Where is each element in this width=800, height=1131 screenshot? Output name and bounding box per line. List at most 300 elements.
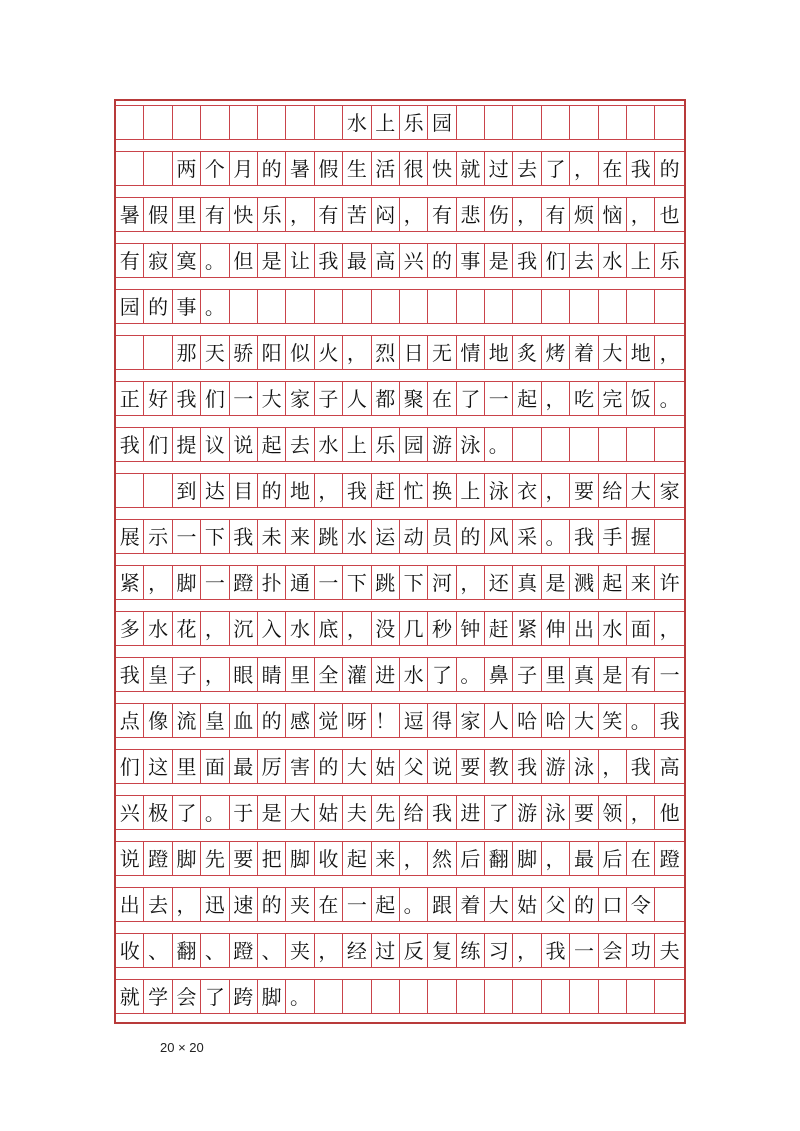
grid-cell: 换: [428, 474, 456, 507]
grid-cell: 运: [372, 520, 400, 553]
grid-cell: [116, 474, 144, 507]
grid-cell: 出: [116, 888, 144, 921]
grid-cell: [457, 106, 485, 139]
grid-cell: 钟: [457, 612, 485, 645]
grid-cell: 烈: [372, 336, 400, 369]
grid-cell: 员: [428, 520, 456, 553]
grid-cell: 令: [627, 888, 655, 921]
grid-cell: [457, 290, 485, 323]
grid-size-label: 20 × 20: [160, 1040, 204, 1055]
grid-cell: 一: [570, 934, 598, 967]
grid-cell: 两: [173, 152, 201, 185]
grid-cell: 去: [513, 152, 541, 185]
grid-cell: 我: [315, 244, 343, 277]
grid-cell: [173, 106, 201, 139]
grid-cell: 子: [173, 658, 201, 691]
grid-cell: 大: [343, 750, 371, 783]
grid-cell: [655, 520, 683, 553]
grid-cell: 活: [372, 152, 400, 185]
grid-cell: 。: [627, 704, 655, 737]
grid-cell: 。: [286, 980, 314, 1013]
grid-cell: [655, 980, 683, 1013]
grid-cell: 反: [400, 934, 428, 967]
grid-cell: 地: [286, 474, 314, 507]
grid-cell: [485, 980, 513, 1013]
grid-cell: 姑: [372, 750, 400, 783]
grid-cell: 脚: [513, 842, 541, 875]
grid-cell: 人: [343, 382, 371, 415]
grid-cell: 收: [315, 842, 343, 875]
grid-cell: 。: [201, 290, 229, 323]
grid-cell: 议: [201, 428, 229, 461]
grid-cell: 过: [372, 934, 400, 967]
grid-cell: 呀: [343, 704, 371, 737]
grid-cell: 要: [457, 750, 485, 783]
grid-cell: 学: [144, 980, 172, 1013]
grid-cell: 的: [258, 888, 286, 921]
grid-cell: 收: [116, 934, 144, 967]
grid-cell: 功: [627, 934, 655, 967]
grid-cell: 大: [599, 336, 627, 369]
grid-cell: 的: [570, 888, 598, 921]
grid-cell: 姑: [513, 888, 541, 921]
grid-cell: 我: [343, 474, 371, 507]
grid-cell: ，: [315, 934, 343, 967]
grid-cell: 一: [315, 566, 343, 599]
grid-cell: 到: [173, 474, 201, 507]
grid-cell: 我: [627, 152, 655, 185]
grid-cell: 炙: [513, 336, 541, 369]
text-row: [116, 427, 684, 462]
grid-cell: 了: [428, 658, 456, 691]
grid-cell: 水: [599, 244, 627, 277]
grid-cell: 着: [570, 336, 598, 369]
grid-cell: 没: [372, 612, 400, 645]
grid-cell: ，: [513, 198, 541, 231]
grid-cell: 快: [230, 198, 258, 231]
grid-cell: 起: [343, 842, 371, 875]
grid-cell: 我: [513, 244, 541, 277]
grid-cell: 领: [599, 796, 627, 829]
grid-cell: 似: [286, 336, 314, 369]
grid-cell: 大: [627, 474, 655, 507]
grid-cell: 兴: [400, 244, 428, 277]
grid-cell: 地: [627, 336, 655, 369]
grid-cell: 说: [116, 842, 144, 875]
grid-cell: 有: [315, 198, 343, 231]
grid-cell: 闷: [372, 198, 400, 231]
grid-cell: [513, 980, 541, 1013]
grid-cell: [655, 888, 683, 921]
grid-cell: 蹬: [230, 934, 258, 967]
grid-cell: 口: [599, 888, 627, 921]
grid-cell: [570, 106, 598, 139]
grid-cell: [343, 290, 371, 323]
grid-cell: 、: [258, 934, 286, 967]
grid-cell: 底: [315, 612, 343, 645]
grid-cell: 我: [173, 382, 201, 415]
grid-cell: 这: [144, 750, 172, 783]
grid-cell: 家: [659, 478, 680, 503]
grid-cell: 、: [144, 934, 172, 967]
grid-cell: 。: [201, 244, 229, 277]
grid-cell: 在: [599, 152, 627, 185]
grid-cell: 赶: [485, 612, 513, 645]
grid-cell: [513, 290, 541, 323]
grid-cell: 最: [230, 750, 258, 783]
grid-cell: 很: [400, 152, 428, 185]
grid-cell: ，: [343, 612, 371, 645]
grid-cell: 采: [513, 520, 541, 553]
grid-cell: 的: [659, 156, 680, 181]
grid-cell: 哈: [542, 704, 570, 737]
grid-cell: 会: [173, 980, 201, 1013]
grid-cell: 们: [144, 428, 172, 461]
grid-cell: 乐: [372, 428, 400, 461]
grid-cell: 起: [258, 428, 286, 461]
grid-cell: 乐: [258, 198, 286, 231]
grid-cell: 泳: [570, 750, 598, 783]
grid-cell: 脚: [286, 842, 314, 875]
grid-cell: 就: [457, 152, 485, 185]
text-row: [116, 243, 684, 278]
grid-cell: [655, 106, 683, 139]
grid-cell: 像: [144, 704, 172, 737]
grid-cell: 给: [400, 796, 428, 829]
grid-cell: [400, 290, 428, 323]
grid-cell: ，: [542, 382, 570, 415]
grid-cell: 人: [485, 704, 513, 737]
grid-cell: 翻: [173, 934, 201, 967]
grid-cell: 游: [542, 750, 570, 783]
grid-cell: 感: [286, 704, 314, 737]
grid-cell: 一: [485, 382, 513, 415]
grid-cell: 恼: [599, 198, 627, 231]
grid-cell: [570, 290, 598, 323]
grid-cell: 也: [659, 202, 680, 227]
grid-cell: 风: [485, 520, 513, 553]
grid-cell: 们: [116, 750, 144, 783]
text-row: [116, 795, 684, 830]
grid-cell: 哈: [513, 704, 541, 737]
grid-cell: 有: [627, 658, 655, 691]
grid-cell: 赶: [372, 474, 400, 507]
grid-cell: 来: [372, 842, 400, 875]
grid-cell: 要: [570, 796, 598, 829]
grid-cell: 是: [485, 244, 513, 277]
grid-cell: 父: [542, 888, 570, 921]
grid-cell: 水: [343, 106, 371, 139]
grid-cell: 要: [570, 474, 598, 507]
grid-cell: 血: [230, 704, 258, 737]
grid-cell: 。: [659, 386, 680, 411]
grid-cell: 厉: [258, 750, 286, 783]
grid-cell: 园: [428, 106, 456, 139]
grid-cell: 习: [485, 934, 513, 967]
grid-cell: 下: [343, 566, 371, 599]
grid-cell: 在: [428, 382, 456, 415]
grid-cell: [599, 980, 627, 1013]
grid-cell: ，: [599, 750, 627, 783]
grid-cell: 游: [513, 796, 541, 829]
grid-cell: 了: [173, 796, 201, 829]
grid-cell: 里: [173, 750, 201, 783]
grid-cell: 极: [144, 796, 172, 829]
grid-cell: 进: [372, 658, 400, 691]
grid-cell: 出: [570, 612, 598, 645]
grid-cell: 情: [457, 336, 485, 369]
text-row: [116, 519, 684, 554]
grid-cell: 下: [400, 566, 428, 599]
grid-cell: 里: [542, 658, 570, 691]
grid-cell: [655, 290, 683, 323]
grid-cell: 、: [201, 934, 229, 967]
grid-cell: 紧: [513, 612, 541, 645]
grid-cell: 都: [372, 382, 400, 415]
grid-cell: [400, 980, 428, 1013]
grid-cell: 翻: [485, 842, 513, 875]
grid-cell: 得: [428, 704, 456, 737]
grid-cell: 完: [599, 382, 627, 415]
grid-cell: 是: [258, 244, 286, 277]
grid-cell: 父: [400, 750, 428, 783]
grid-cell: 子: [315, 382, 343, 415]
grid-cell: 了: [457, 382, 485, 415]
grid-cell: 园: [400, 428, 428, 461]
grid-cell: 但: [230, 244, 258, 277]
grid-cell: 说: [230, 428, 258, 461]
grid-cell: 起: [599, 566, 627, 599]
grid-cell: ，: [513, 934, 541, 967]
grid-cell: [258, 290, 286, 323]
grid-cell: 他: [659, 800, 680, 825]
grid-cell: 给: [599, 474, 627, 507]
grid-cell: 觉: [315, 704, 343, 737]
grid-cell: [513, 106, 541, 139]
grid-cell: [542, 980, 570, 1013]
grid-cell: 后: [599, 842, 627, 875]
title-row: [116, 105, 684, 140]
grid-cell: 地: [485, 336, 513, 369]
grid-cell: 我: [659, 708, 680, 733]
grid-cell: 园: [116, 290, 144, 323]
grid-cell: ，: [659, 616, 680, 641]
grid-cell: 通: [286, 566, 314, 599]
grid-cell: 最: [570, 842, 598, 875]
grid-cell: 来: [286, 520, 314, 553]
grid-cell: 悲: [457, 198, 485, 231]
grid-cell: 聚: [400, 382, 428, 415]
grid-cell: 要: [230, 842, 258, 875]
grid-cell: 的: [144, 290, 172, 323]
grid-cell: [428, 290, 456, 323]
text-row: [116, 473, 684, 508]
grid-cell: 了: [201, 980, 229, 1013]
grid-cell: 高: [372, 244, 400, 277]
grid-cell: 扑: [258, 566, 286, 599]
grid-cell: [570, 980, 598, 1013]
grid-cell: 脚: [258, 980, 286, 1013]
grid-cell: 蹬: [659, 846, 680, 871]
grid-cell: 水: [400, 658, 428, 691]
grid-cell: 在: [315, 888, 343, 921]
grid-cell: 上: [343, 428, 371, 461]
grid-cell: 达: [201, 474, 229, 507]
grid-cell: 然: [428, 842, 456, 875]
grid-cell: 姑: [315, 796, 343, 829]
grid-cell: 夹: [286, 888, 314, 921]
grid-cell: 入: [258, 612, 286, 645]
grid-cell: [116, 336, 144, 369]
grid-cell: 水: [343, 520, 371, 553]
grid-cell: 衣: [513, 474, 541, 507]
grid-cell: 蹬: [144, 842, 172, 875]
grid-cell: 伸: [542, 612, 570, 645]
grid-cell: 暑: [286, 152, 314, 185]
grid-cell: [315, 290, 343, 323]
grid-cell: 就: [116, 980, 144, 1013]
grid-cell: 许: [659, 570, 680, 595]
text-row: [116, 703, 684, 738]
grid-cell: 经: [343, 934, 371, 967]
grid-cell: 眼: [230, 658, 258, 691]
grid-cell: [258, 106, 286, 139]
grid-cell: 会: [599, 934, 627, 967]
text-row: [116, 197, 684, 232]
grid-cell: [144, 336, 172, 369]
grid-cell: [144, 474, 172, 507]
text-row: [116, 381, 684, 416]
grid-cell: 水: [144, 612, 172, 645]
grid-cell: 是: [542, 566, 570, 599]
text-row: [116, 657, 684, 692]
grid-cell: [570, 428, 598, 461]
grid-cell: 溅: [570, 566, 598, 599]
grid-cell: 泳: [457, 428, 485, 461]
grid-cell: 上: [457, 474, 485, 507]
grid-cell: [513, 428, 541, 461]
grid-cell: 我: [116, 428, 144, 461]
grid-cell: [315, 980, 343, 1013]
grid-cell: 阳: [258, 336, 286, 369]
grid-cell: 跳: [315, 520, 343, 553]
grid-cell: 面: [627, 612, 655, 645]
grid-cell: 让: [286, 244, 314, 277]
grid-cell: [230, 290, 258, 323]
grid-cell: ，: [201, 658, 229, 691]
grid-cell: 上: [627, 244, 655, 277]
grid-cell: ，: [542, 842, 570, 875]
grid-cell: [144, 106, 172, 139]
grid-cell: 水: [286, 612, 314, 645]
grid-cell: 伤: [485, 198, 513, 231]
grid-cell: [627, 980, 655, 1013]
grid-cell: [201, 106, 229, 139]
grid-cell: 夫: [659, 938, 680, 963]
grid-cell: 紧: [116, 566, 144, 599]
grid-cell: ，: [570, 152, 598, 185]
grid-cell: 。: [400, 888, 428, 921]
grid-cell: [542, 428, 570, 461]
grid-cell: 着: [457, 888, 485, 921]
grid-cell: 点: [116, 704, 144, 737]
grid-cell: 未: [258, 520, 286, 553]
grid-cell: 水: [315, 428, 343, 461]
grid-cell: 过: [485, 152, 513, 185]
grid-cell: 游: [428, 428, 456, 461]
grid-cell: 下: [201, 520, 229, 553]
grid-cell: 了: [542, 152, 570, 185]
grid-cell: ，: [627, 796, 655, 829]
grid-cell: [627, 428, 655, 461]
grid-cell: [485, 106, 513, 139]
grid-cell: 大: [286, 796, 314, 829]
grid-cell: 的: [457, 520, 485, 553]
grid-cell: 真: [570, 658, 598, 691]
grid-cell: 泳: [485, 474, 513, 507]
grid-cell: 有: [116, 244, 144, 277]
grid-cell: 在: [627, 842, 655, 875]
grid-cell: 火: [315, 336, 343, 369]
grid-cell: 正: [116, 382, 144, 415]
grid-cell: 月: [230, 152, 258, 185]
grid-cell: 饭: [627, 382, 655, 415]
grid-cell: 进: [457, 796, 485, 829]
grid-cell: 全: [315, 658, 343, 691]
grid-cell: [655, 428, 683, 461]
grid-cell: 迅: [201, 888, 229, 921]
grid-cell: 子: [513, 658, 541, 691]
grid-cell: 几: [400, 612, 428, 645]
grid-cell: 目: [230, 474, 258, 507]
grid-cell: [428, 980, 456, 1013]
grid-cell: [372, 980, 400, 1013]
grid-cell: 假: [144, 198, 172, 231]
grid-cell: [542, 290, 570, 323]
grid-cell: 上: [372, 106, 400, 139]
text-row: [116, 611, 684, 646]
grid-cell: [230, 106, 258, 139]
grid-cell: 流: [173, 704, 201, 737]
grid-cell: 。: [485, 428, 513, 461]
grid-cell: 有: [201, 198, 229, 231]
text-row: [116, 335, 684, 370]
grid-cell: 。: [542, 520, 570, 553]
grid-cell: [343, 980, 371, 1013]
grid-cell: [144, 152, 172, 185]
grid-cell: 练: [457, 934, 485, 967]
grid-cell: 假: [315, 152, 343, 185]
grid-cell: 笑: [599, 704, 627, 737]
grid-cell: 里: [286, 658, 314, 691]
grid-cell: 鼻: [485, 658, 513, 691]
grid-cell: 我: [542, 934, 570, 967]
grid-cell: ，: [343, 336, 371, 369]
text-row: [116, 979, 684, 1014]
grid-cell: 泳: [542, 796, 570, 829]
grid-cell: 来: [627, 566, 655, 599]
grid-cell: 一: [659, 662, 680, 687]
grid-cell: 跨: [230, 980, 258, 1013]
grid-cell: [116, 106, 144, 139]
grid-cell: 一: [230, 382, 258, 415]
grid-cell: 的: [315, 750, 343, 783]
grid-cell: 们: [201, 382, 229, 415]
grid-cell: 家: [286, 382, 314, 415]
grid-cell: 真: [513, 566, 541, 599]
grid-cell: 寂: [144, 244, 172, 277]
grid-cell: 天: [201, 336, 229, 369]
